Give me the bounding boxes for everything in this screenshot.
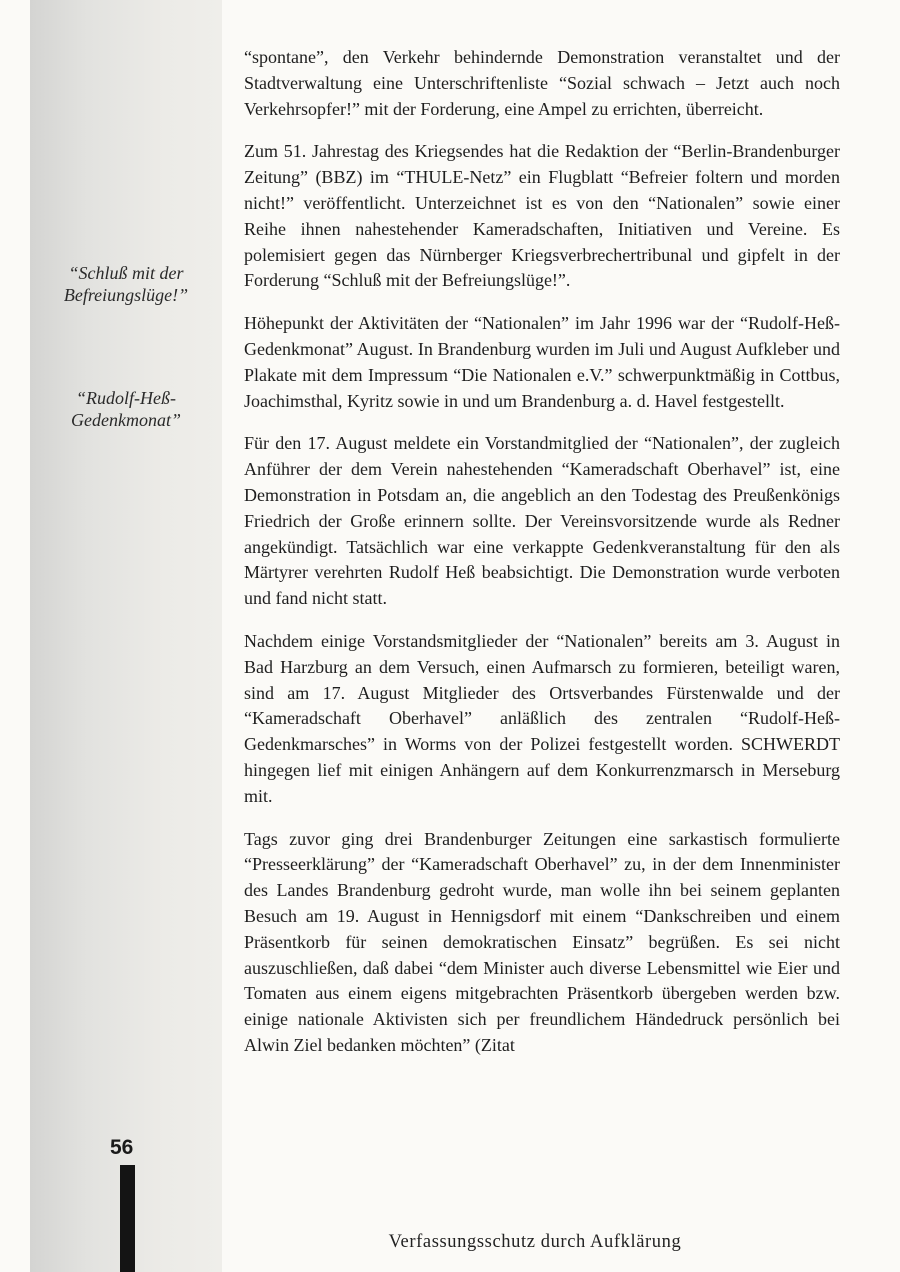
paragraph-6: Tags zuvor ging drei Brandenburger Zeitungen eine sarkastisch formulierte “Presseerklärung” der “Kameradschaft Oberhavel” zu, in der dem Innenminister des Landes Brandenburg gedroht wurde, man wolle ihn bei seinem geplanten Besuch am 19. August in Hennigsdorf mit einem “Dankschreiben und einem Präsentkorb für seinen demokratischen Einsatz” begrüßen. Es sei nicht auszuschließen, daß dabei “dem Minister auch diverse Lebensmittel wie Eier und Tomaten aus einem eigens mitgebrachten Präsentkorb übergeben werden bzw. einige nationale Aktivisten sich per freundlichem Händedruck persönlich bei Alwin Ziel bedanken möchten” (Zitat bbox=[244, 828, 840, 1055]
paragraph-5: Nachdem einige Vorstandsmitglieder der “Nationalen” bereits am 3. August in Bad Harzburg an dem Versuch, einen Aufmarsch zu formieren, beteiligt waren, sind am 17. August Mitglieder des Ortsverbandes Fürstenwalde und der “Kameradschaft Oberhavel” anläßlich des zentralen “Rudolf-Heß-Gedenkmarsches” in Worms von der Polizei festgestellt worden. SCHWERDT hingegen lief mit einigen Anhängern auf dem Konkurrenzmarsch in Merseburg mit. bbox=[244, 630, 840, 806]
margin-band bbox=[30, 0, 222, 1272]
margin-note-gedenkmonat: “Rudolf-Heß-Gedenkmonat” bbox=[71, 388, 181, 430]
paragraph-3: Höhepunkt der Aktivitäten der “Nationalen” im Jahr 1996 war der “Rudolf-Heß-Gedenkmonat” August. In Brandenburg wurden im Juli und August Aufkleber und Plakate mit dem Impressum “Die Nationalen e.V.” schwerpunktmäßig in Cottbus, Joachimsthal, Kyritz sowie in und um Brandenburg a. d. Havel festgestellt. bbox=[244, 313, 840, 411]
main-text-column bbox=[244, 45, 840, 1076]
page-marker-bar bbox=[120, 1165, 135, 1272]
paragraph-1: “spontane”, den Verkehr behindernde Demonstration veranstaltet und der Stadtverwaltung eine Unterschriftenliste “Sozial schwach – Jetzt auch noch Verkehrsopfer!” mit der Forderung, eine Ampel zu errichten, überreicht. bbox=[244, 47, 840, 119]
margin-note-befreiungsluege: “Schluß mit der Befreiungslüge!” bbox=[63, 263, 189, 305]
paragraph-4: Für den 17. August meldete ein Vorstandmitglied der “Nationalen”, der zugleich Anführer der dem Verein nahestehenden “Kameradschaft Oberhavel” ist, eine Demonstration in Potsdam an, die angeblich an den Todestag des Preußenkönigs Friedrich der Große erinnern sollte. Der Vereinsvorsitzende wurde als Redner angekündigt. Tatsächlich war eine verkappte Gedenkveranstaltung für den als Märtyrer verehrten Rudolf Heß beabsichtigt. Die Demonstration wurde verboten und fand nicht statt. bbox=[244, 433, 840, 609]
paragraph-2: Zum 51. Jahrestag des Kriegsendes hat die Redaktion der “Berlin-Brandenburger Zeitung” (BBZ) im “THULE-Netz” ein Flugblatt “Befreier foltern und morden nicht!” veröffentlicht. Unterzeichnet ist es von den “Nationalen” sowie einer Reihe ihnen nahestehender Kameradschaften, Initiativen und Vereine. Es polemisiert gegen das Nürnberger Kriegsverbrechertribunal und gipfelt in der Forderung “Schluß mit der Befreiungslüge!”. bbox=[244, 141, 840, 291]
page-number: 56 bbox=[110, 1136, 134, 1159]
page-footer: Verfassungsschutz durch Aufklärung bbox=[388, 1232, 682, 1252]
